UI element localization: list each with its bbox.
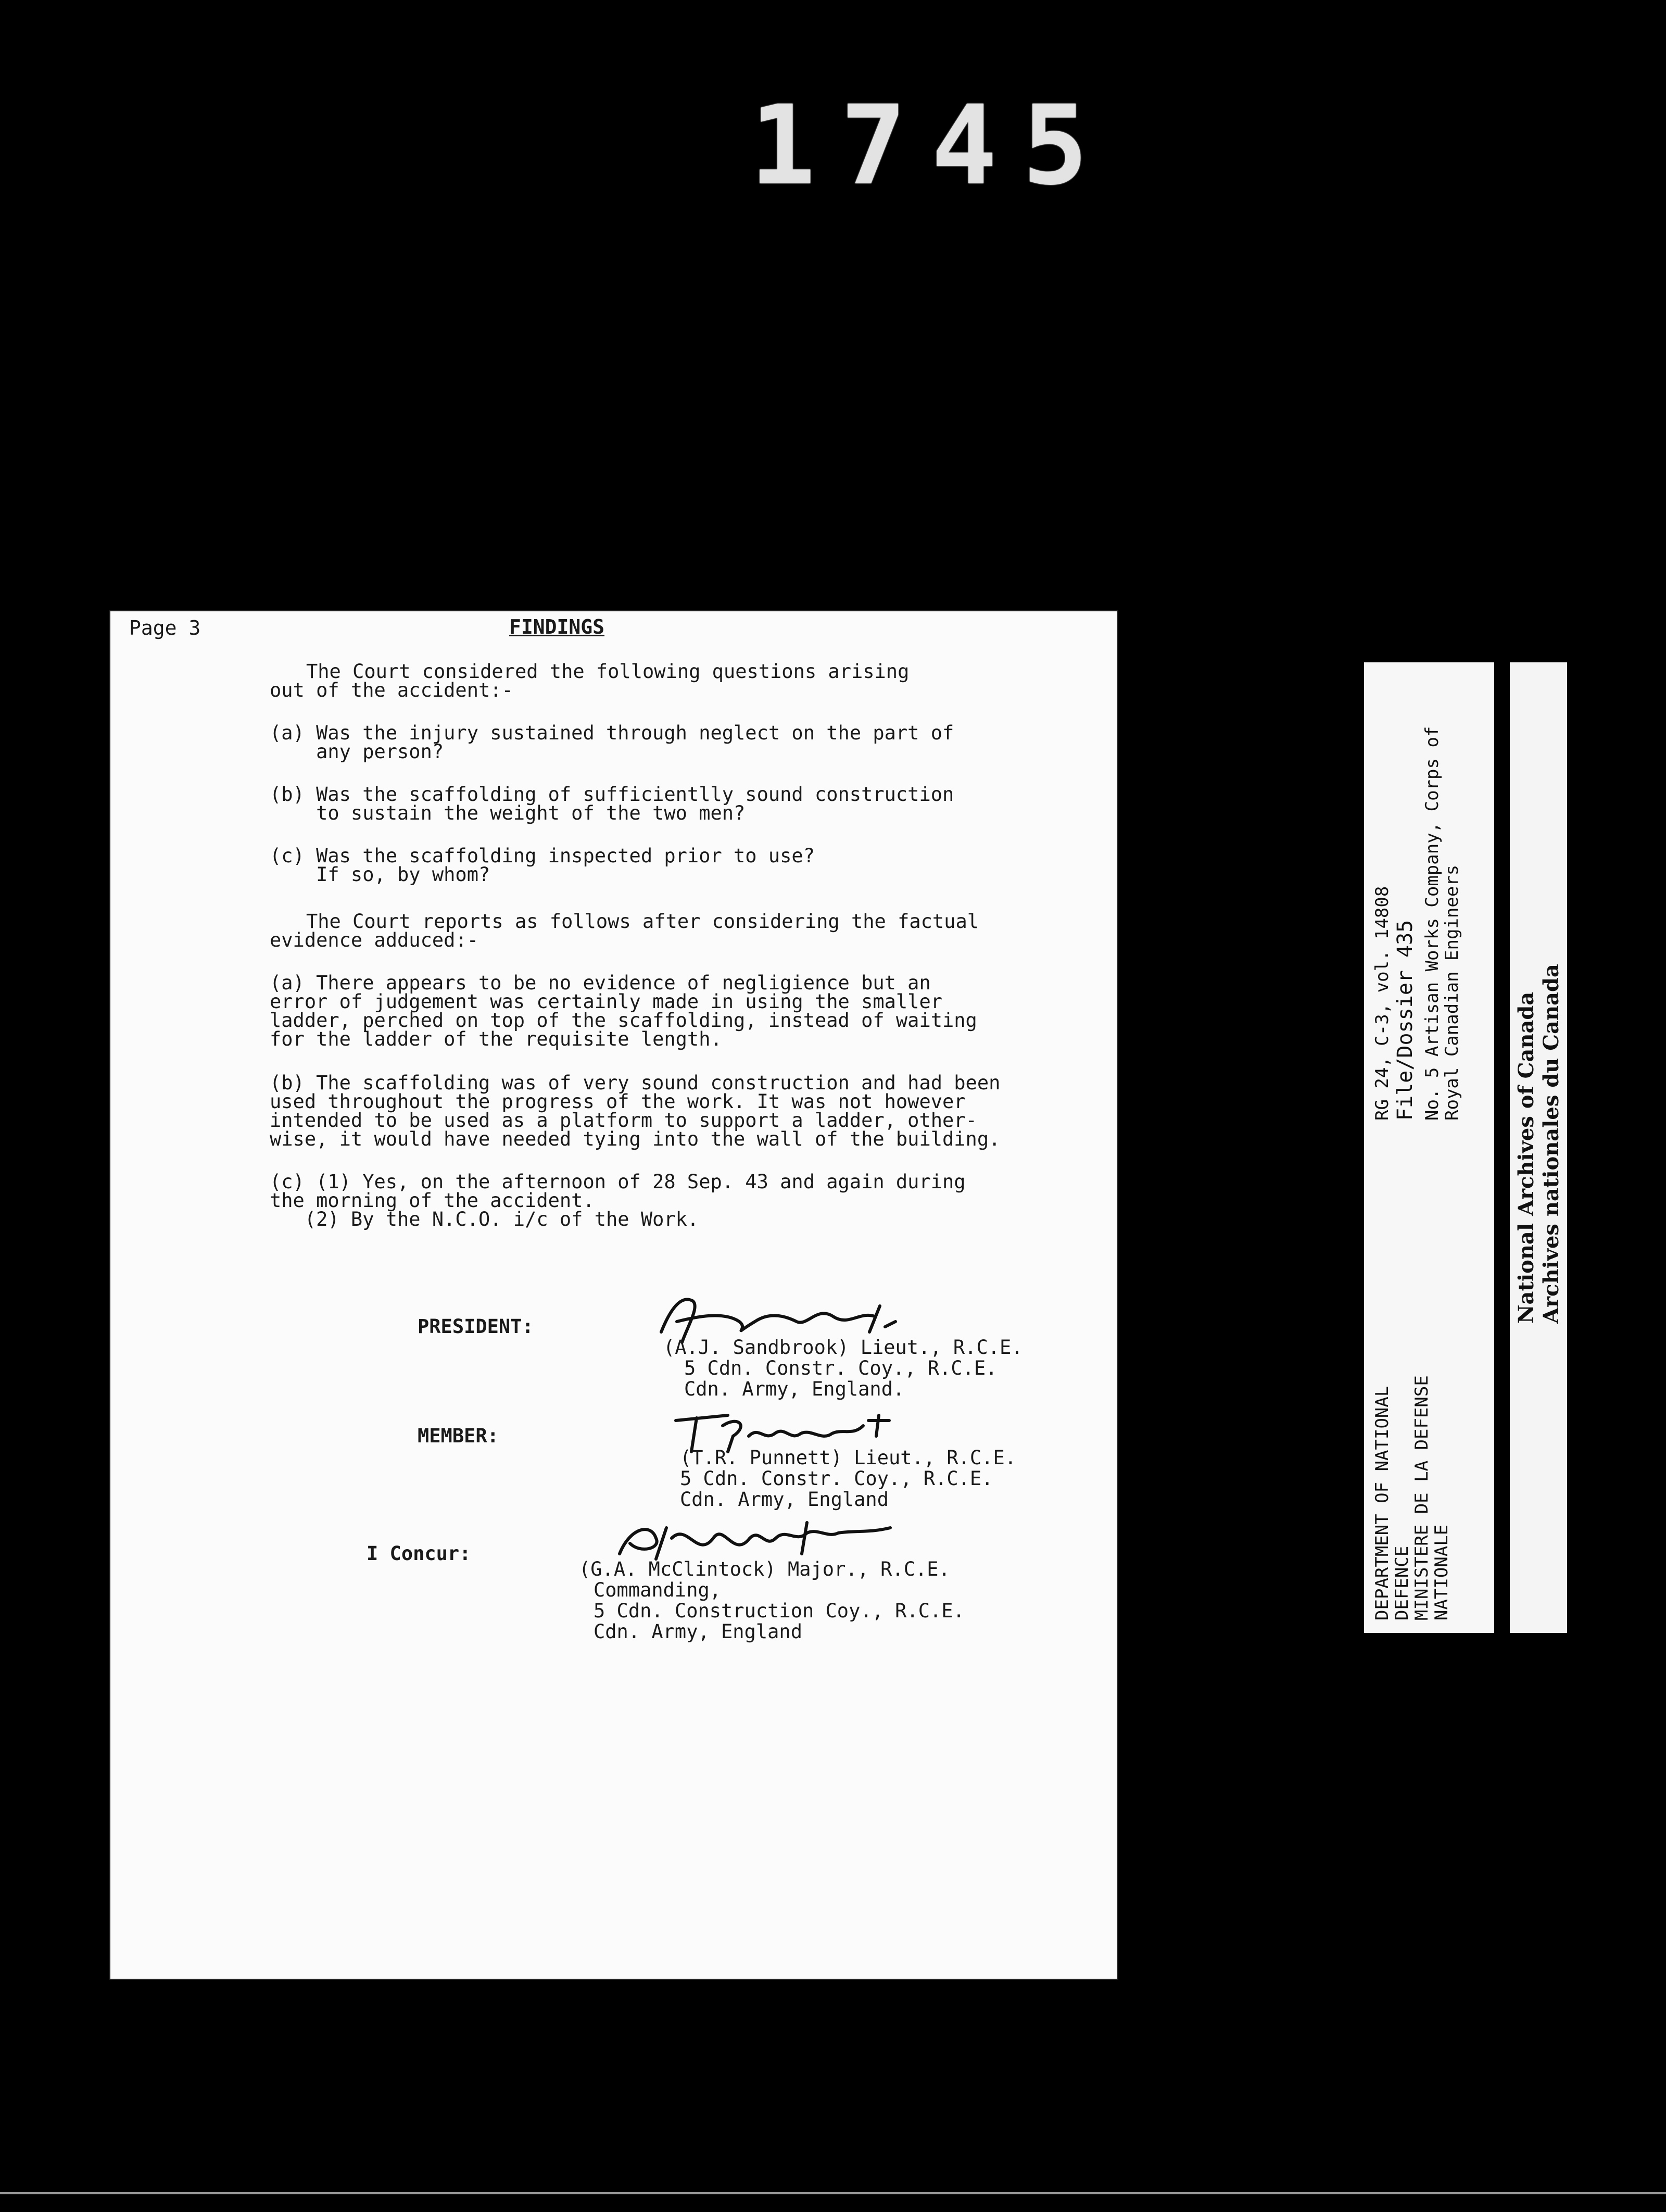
answer-c-line: the morning of the accident. bbox=[270, 1189, 595, 1212]
document-sheet bbox=[109, 610, 1118, 1980]
intro-line: out of the accident:- bbox=[270, 679, 513, 701]
page-label: Page 3 bbox=[129, 617, 201, 639]
concur-line: 5 Cdn. Construction Coy., R.C.E. bbox=[594, 1600, 965, 1622]
answer-b-line: wise, it would have needed tying into the wall of the building. bbox=[270, 1128, 1001, 1150]
reference-line: No. 5 Artisan Works Company, Corps of bbox=[1422, 726, 1443, 1121]
question-a-line: (a) Was the injury sustained through neglect on the part of bbox=[270, 722, 954, 744]
member-line: (T.R. Punnett) Lieut., R.C.E. bbox=[680, 1447, 1017, 1469]
question-c-line: (c) Was the scaffolding inspected prior to use? bbox=[270, 845, 815, 867]
member-line: Cdn. Army, England bbox=[680, 1488, 889, 1511]
president-line: 5 Cdn. Constr. Coy., R.C.E. bbox=[684, 1357, 998, 1379]
dept-line: MINISTERE DE LA DEFENSE bbox=[1411, 1375, 1432, 1620]
film-edge-line bbox=[0, 2192, 1666, 2194]
question-b-line: to sustain the weight of the two men? bbox=[270, 802, 746, 824]
president-line: (A.J. Sandbrook) Lieut., R.C.E. bbox=[663, 1336, 1023, 1359]
answer-a-line: ladder, perched on top of the scaffolding, instead of waiting bbox=[270, 1009, 977, 1032]
reference-line: RG 24, C-3, vol. 14808 bbox=[1372, 886, 1393, 1121]
answer-a-line: for the ladder of the requisite length. bbox=[270, 1028, 722, 1050]
dept-line: NATIONALE bbox=[1431, 1524, 1452, 1620]
archives-name-en: National Archives of Canada bbox=[1514, 991, 1538, 1324]
concur-block bbox=[579, 1559, 965, 1642]
question-c-line: If so, by whom? bbox=[270, 863, 490, 886]
dept-line: DEFENCE bbox=[1392, 1545, 1412, 1620]
document-heading: FINDINGS bbox=[509, 615, 605, 638]
archives-name-fr: Archives nationales du Canada bbox=[1539, 964, 1563, 1324]
answer-c-line: (2) By the N.C.O. i/c of the Work. bbox=[270, 1208, 699, 1230]
dept-line: DEPARTMENT OF NATIONAL bbox=[1372, 1386, 1393, 1620]
reference-line: Royal Canadian Engineers bbox=[1442, 864, 1462, 1121]
archives-name-strip bbox=[1510, 662, 1567, 1633]
concur-line: (G.A. McClintock) Major., R.C.E. bbox=[579, 1558, 950, 1580]
question-a-line: any person? bbox=[270, 740, 444, 763]
concur-label: I Concur: bbox=[367, 1542, 471, 1565]
president-block bbox=[663, 1337, 1023, 1400]
president-line: Cdn. Army, England. bbox=[684, 1378, 905, 1400]
answer-b-line: used throughout the progress of the work. It was not however bbox=[270, 1090, 966, 1113]
archive-reference-card bbox=[1364, 662, 1494, 1633]
answer-a-line: error of judgement was certainly made in using the smaller bbox=[270, 990, 943, 1013]
report-intro-line: evidence adduced:- bbox=[270, 929, 478, 951]
answer-b-line: intended to be used as a platform to support a ladder, other- bbox=[270, 1109, 977, 1132]
member-block bbox=[680, 1448, 1016, 1510]
answer-b-line: (b) The scaffolding was of very sound construction and had been bbox=[270, 1072, 1001, 1094]
president-label: PRESIDENT: bbox=[418, 1315, 534, 1338]
microfilm-frame-number: 1745 bbox=[750, 82, 1113, 209]
report-intro-line: The Court reports as follows after considering the factual bbox=[306, 910, 979, 933]
answer-a-line: (a) There appears to be no evidence of negligience but an bbox=[270, 972, 931, 994]
reference-line: File/Dossier 435 bbox=[1393, 920, 1417, 1121]
question-b-line: (b) Was the scaffolding of sufficientlly sound construction bbox=[270, 783, 954, 806]
concur-line: Commanding, bbox=[594, 1579, 722, 1601]
member-line: 5 Cdn. Constr. Coy., R.C.E. bbox=[680, 1467, 993, 1490]
intro-line: The Court considered the following questions arising bbox=[306, 660, 910, 683]
member-label: MEMBER: bbox=[418, 1425, 499, 1447]
answer-c-line: (c) (1) Yes, on the afternoon of 28 Sep. 43 and again during bbox=[270, 1171, 966, 1193]
concur-line: Cdn. Army, England bbox=[594, 1620, 802, 1643]
